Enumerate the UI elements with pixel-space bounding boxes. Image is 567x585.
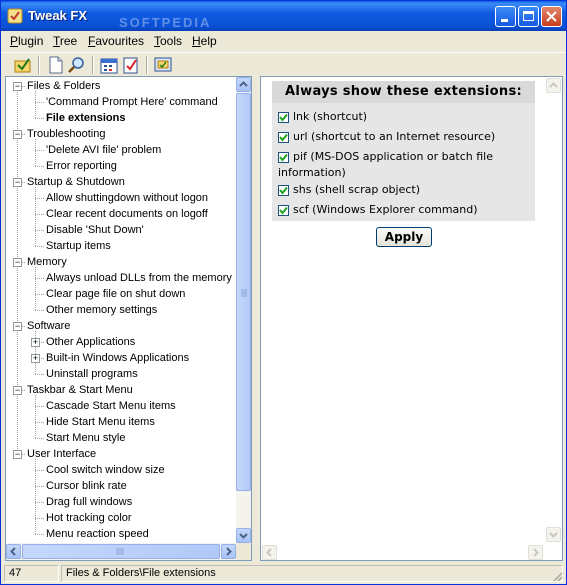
scroll-up-button[interactable] xyxy=(236,77,251,92)
arrow-down-icon xyxy=(237,529,250,542)
tree-item-label: Other memory settings xyxy=(46,304,158,316)
tree-category[interactable] xyxy=(27,382,133,398)
menu-help-rest: elp xyxy=(200,34,217,48)
tree-vertical-scrollbar[interactable] xyxy=(236,77,251,543)
expand-icon[interactable]: + xyxy=(32,353,39,363)
collapse-icon[interactable]: − xyxy=(14,321,21,331)
tree-item-label: Cursor blink rate xyxy=(46,480,127,492)
content-scroll-right-button[interactable] xyxy=(528,545,543,560)
tree-item[interactable] xyxy=(46,350,189,366)
menu-tools-accel: T xyxy=(154,34,160,48)
tree-item[interactable] xyxy=(46,398,176,414)
arrow-left-icon xyxy=(7,545,20,558)
tree-category[interactable] xyxy=(27,318,70,334)
checkmark-icon xyxy=(279,133,288,142)
close-icon xyxy=(542,7,561,26)
tree-connector xyxy=(17,86,18,455)
tree-item[interactable] xyxy=(46,110,125,126)
tree-item[interactable] xyxy=(46,334,135,350)
tree-item[interactable] xyxy=(46,302,157,318)
tree-item-label: Cool switch window size xyxy=(46,464,165,476)
tree-item[interactable] xyxy=(46,238,111,254)
tree-connector xyxy=(35,438,44,439)
tree-item-label: Uninstall programs xyxy=(46,368,138,380)
tree-connector xyxy=(35,214,44,215)
window-title: Tweak FX xyxy=(28,8,88,23)
tree-pane xyxy=(5,76,252,561)
status-path: Files & Folders\File extensions xyxy=(61,565,563,582)
new-document-icon[interactable] xyxy=(47,56,65,74)
checkmark-icon xyxy=(279,186,288,195)
resize-grip-icon[interactable] xyxy=(551,570,563,582)
tree-item-label: Startup & Shutdown xyxy=(27,176,125,188)
favorites-check-icon[interactable] xyxy=(14,56,32,74)
calendar-icon[interactable] xyxy=(100,56,118,74)
checkmark-icon xyxy=(279,206,288,215)
maximize-button[interactable] xyxy=(518,6,539,27)
tree-item[interactable] xyxy=(46,478,127,494)
find-icon[interactable] xyxy=(68,56,86,74)
option-scf-label[interactable]: scf (Windows Explorer command) xyxy=(293,203,478,216)
menu-bar xyxy=(1,31,566,51)
tree-item-label: Troubleshooting xyxy=(27,128,106,140)
tree-item[interactable] xyxy=(46,526,149,542)
content-scroll-up-button[interactable] xyxy=(546,78,561,93)
tree-category[interactable] xyxy=(27,446,96,462)
tree-item-label: Drag full windows xyxy=(46,496,133,508)
tree-connector xyxy=(35,118,44,119)
tree-connector xyxy=(35,278,44,279)
about-icon[interactable] xyxy=(154,56,172,74)
tree-item-label: Clear recent documents on logoff xyxy=(46,208,208,220)
tree-item-label: 'Delete AVI file' problem xyxy=(46,144,162,156)
menu-tools[interactable] xyxy=(154,34,182,48)
tree-item[interactable] xyxy=(46,430,125,446)
tree-connector xyxy=(35,230,44,231)
arrow-up-icon xyxy=(547,79,560,92)
tree-connector xyxy=(35,102,44,103)
tree-item-label: Files & Folders xyxy=(27,80,101,92)
menu-tree[interactable] xyxy=(53,34,77,48)
menu-plugin[interactable] xyxy=(10,34,43,48)
tree-item-label: Cascade Start Menu items xyxy=(46,400,176,412)
grip-icon xyxy=(23,545,219,558)
content-scroll-left-button[interactable] xyxy=(262,545,277,560)
checkbox-lnk[interactable] xyxy=(278,112,289,123)
checkmark-icon xyxy=(279,113,288,122)
grip-icon xyxy=(237,94,250,492)
tree-connector xyxy=(35,166,44,167)
tree-connector xyxy=(35,246,44,247)
tree-item-label: Hot tracking color xyxy=(46,512,132,524)
tree-item-label: Built-in Windows Applications xyxy=(46,352,190,364)
content-scroll-down-button[interactable] xyxy=(546,527,561,542)
hscroll-thumb[interactable] xyxy=(22,544,220,559)
menu-plugin-rest: lugin xyxy=(18,34,44,48)
tree-item-label: Clear page file on shut down xyxy=(46,288,186,300)
tree-connector xyxy=(35,422,44,423)
tree-item-label: Hide Start Menu items xyxy=(46,416,155,428)
menu-favourites-rest: avourites xyxy=(95,34,145,48)
arrow-right-icon xyxy=(529,546,542,559)
scroll-right-button[interactable] xyxy=(221,544,236,559)
option-lnk-label[interactable]: lnk (shortcut) xyxy=(293,110,368,123)
arrow-up-icon xyxy=(237,78,250,91)
tree-connector xyxy=(35,91,36,118)
option-shs-label[interactable]: shs (shell scrap object) xyxy=(293,183,421,196)
checklist-icon[interactable] xyxy=(122,56,140,74)
collapse-icon[interactable]: − xyxy=(14,449,21,459)
tree-connector xyxy=(35,139,36,166)
toolbar-separator xyxy=(146,56,148,74)
tree-connector xyxy=(35,294,44,295)
app-icon xyxy=(7,8,23,24)
tree-item-label: File extensions xyxy=(46,112,126,124)
collapse-icon[interactable]: − xyxy=(14,81,21,91)
tree-item[interactable] xyxy=(46,462,165,478)
tree-category[interactable] xyxy=(27,254,67,270)
apply-button[interactable]: Apply xyxy=(376,227,432,247)
tree-item[interactable] xyxy=(46,270,232,286)
title-bar[interactable] xyxy=(1,1,566,31)
tree-connector xyxy=(35,518,44,519)
tree-item-label: User Interface xyxy=(27,448,97,460)
tree-category[interactable] xyxy=(27,174,125,190)
tree-connector xyxy=(35,395,36,438)
menu-favourites[interactable] xyxy=(88,34,144,48)
status-count: 47 xyxy=(4,565,59,582)
tree-item-label: Memory xyxy=(27,256,67,268)
content-pane xyxy=(260,76,563,561)
toolbar-separator xyxy=(92,56,94,74)
checkbox-url[interactable] xyxy=(278,132,289,143)
panel-title: Always show these extensions: xyxy=(272,81,535,103)
tree-item[interactable] xyxy=(46,142,161,158)
arrow-down-icon xyxy=(547,528,560,541)
scroll-down-button[interactable] xyxy=(236,528,251,543)
expand-icon[interactable]: + xyxy=(32,337,39,347)
option-url-label[interactable]: url (shortcut to an Internet resource) xyxy=(293,130,496,143)
collapse-icon[interactable]: − xyxy=(14,177,21,187)
scroll-corner xyxy=(236,543,251,560)
menu-favourites-accel: F xyxy=(88,34,96,48)
tree-item-label: 'Command Prompt Here' command xyxy=(46,96,218,108)
close-button[interactable] xyxy=(541,6,562,27)
tree-connector xyxy=(35,198,44,199)
tree-view xyxy=(6,77,236,543)
tree-connector xyxy=(35,470,44,471)
collapse-icon[interactable]: − xyxy=(14,385,21,395)
minimize-icon xyxy=(496,7,515,26)
tree-connector xyxy=(35,406,44,407)
status-bar xyxy=(1,563,566,584)
content-horizontal-scrollbar[interactable] xyxy=(261,544,545,561)
tree-item-label: Allow shuttingdown without logon xyxy=(46,192,209,204)
maximize-icon xyxy=(519,7,538,26)
collapse-icon[interactable]: − xyxy=(14,257,21,267)
tree-item[interactable] xyxy=(46,158,117,174)
tree-item[interactable] xyxy=(46,94,218,110)
tree-item[interactable] xyxy=(46,494,132,510)
extensions-panel xyxy=(272,81,535,221)
toolbar-separator xyxy=(38,56,40,74)
checkbox-shs[interactable] xyxy=(278,185,289,196)
menu-help-accel: H xyxy=(192,34,201,48)
tree-item-label: Always unload DLLs from the memory xyxy=(46,272,232,284)
tree-item[interactable] xyxy=(46,190,208,206)
tree-connector xyxy=(35,502,44,503)
watermark: SOFTPEDIA xyxy=(119,15,212,30)
option-pif-label[interactable]: pif (MS-DOS application or batch file information) xyxy=(278,150,493,179)
tree-item-label: Error reporting xyxy=(46,160,117,172)
toolbar xyxy=(1,52,566,76)
tree-item-label: Menu reaction speed xyxy=(46,528,149,540)
menu-tree-rest: ree xyxy=(59,34,78,48)
tree-item[interactable] xyxy=(46,414,155,430)
tree-connector xyxy=(35,187,36,246)
tree-item[interactable] xyxy=(46,510,132,526)
tree-item[interactable] xyxy=(46,286,185,302)
tree-category[interactable] xyxy=(27,126,105,142)
checkbox-scf[interactable] xyxy=(278,205,289,216)
tree-connector xyxy=(35,534,44,535)
tree-item-label: Disable 'Shut Down' xyxy=(46,224,144,236)
arrow-right-icon xyxy=(222,545,235,558)
tree-item-label: Other Applications xyxy=(46,336,136,348)
pane-splitter[interactable] xyxy=(252,76,260,561)
menu-tools-rest: ools xyxy=(160,34,183,48)
menu-plugin-accel: P xyxy=(10,34,19,48)
collapse-icon[interactable]: − xyxy=(14,129,21,139)
content-vertical-scrollbar[interactable] xyxy=(545,77,562,544)
menu-help[interactable] xyxy=(192,34,217,48)
tree-horizontal-scrollbar[interactable] xyxy=(6,543,236,560)
menu-tree-accel: T xyxy=(53,34,60,48)
tree-item[interactable] xyxy=(46,366,138,382)
scroll-left-button[interactable] xyxy=(6,544,21,559)
tree-item-label: Startup items xyxy=(46,240,111,252)
tree-connector xyxy=(35,310,44,311)
tree-connector xyxy=(35,267,36,310)
tree-item[interactable] xyxy=(46,206,208,222)
tree-item-label: Taskbar & Start Menu xyxy=(27,384,133,396)
arrow-left-icon xyxy=(263,546,276,559)
tree-connector xyxy=(35,374,44,375)
tree-connector xyxy=(35,150,44,151)
tree-category[interactable] xyxy=(27,78,100,94)
tree-connector xyxy=(35,486,44,487)
scroll-thumb[interactable] xyxy=(236,93,251,491)
minimize-button[interactable] xyxy=(495,6,516,27)
tree-item[interactable] xyxy=(46,222,144,238)
tree-item-label: Start Menu style xyxy=(46,432,126,444)
tree-item-label: Software xyxy=(27,320,71,332)
